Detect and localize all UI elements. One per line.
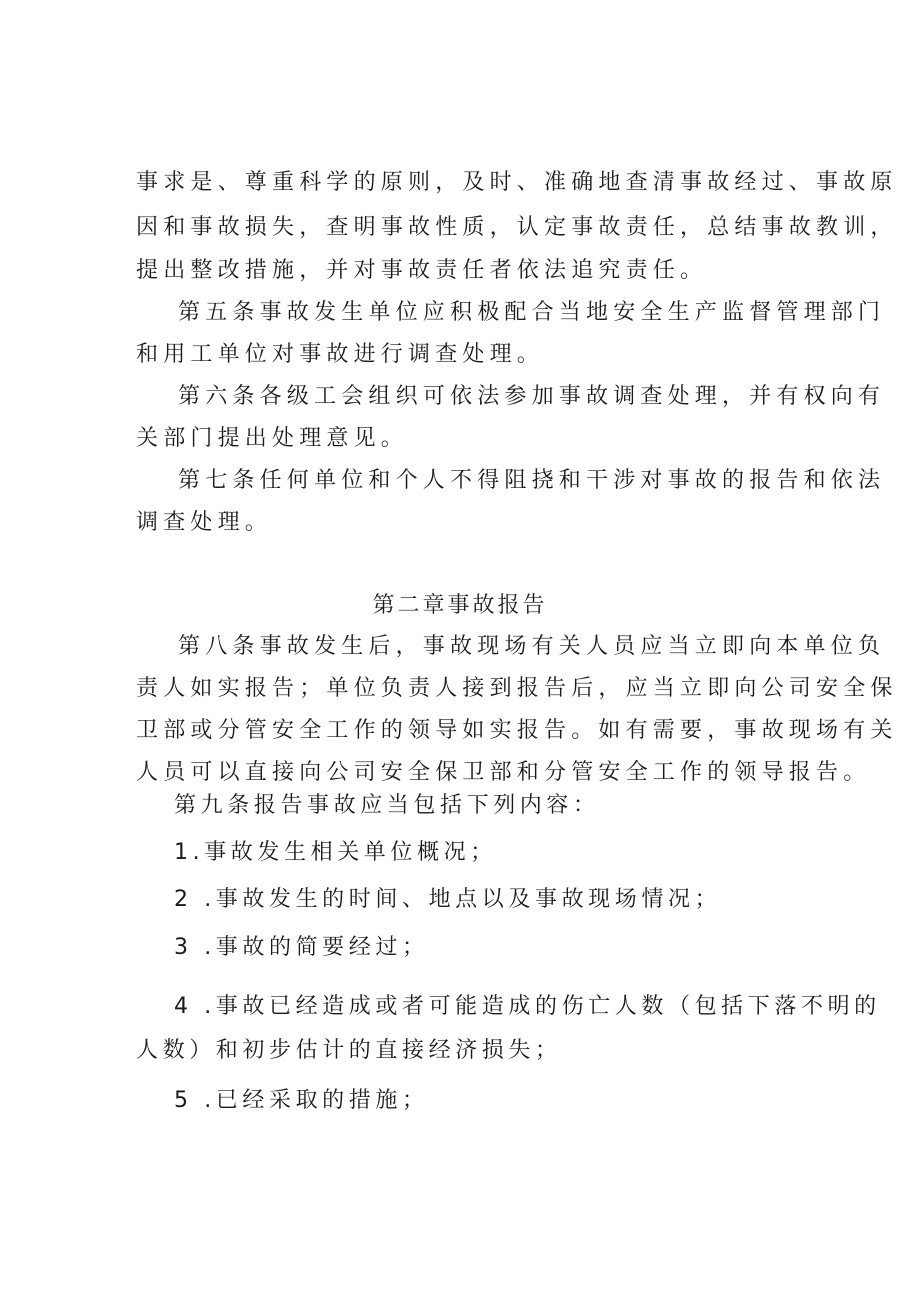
list-item: 2 .事故发生的时间、地点以及事故现场情况； xyxy=(174,887,722,912)
article-7-line: 第七条任何单位和个人不得阻挠和干涉对事故的报告和依法 xyxy=(178,468,886,493)
paragraph-line: 提出整改措施，并对事故责任者依法追究责任。 xyxy=(136,258,708,283)
article-8-line: 卫部或分管安全工作的领导如实报告。如有需要，事故现场有关 xyxy=(136,718,898,743)
article-7-line: 调查处理。 xyxy=(136,510,273,535)
paragraph-line: 因和事故损失，查明事故性质，认定事故责任，总结事故教训， xyxy=(136,215,898,240)
list-item: 1.事故发生相关单位概况； xyxy=(174,840,497,865)
chapter-heading: 第二章事故报告 xyxy=(372,593,548,618)
list-item: 3 .事故的简要经过； xyxy=(174,935,429,960)
article-6-line: 第六条各级工会组织可依法参加事故调查处理，并有权向有 xyxy=(178,384,886,409)
article-9-line: 第九条报告事故应当包括下列内容： xyxy=(174,793,600,818)
article-5-line: 第五条事故发生单位应积极配合当地安全生产监督管理部门 xyxy=(178,300,886,325)
list-item: 5 .已经采取的措施； xyxy=(174,1088,429,1113)
list-item: 4 .事故已经造成或者可能造成的伤亡人数（包括下落不明的 xyxy=(174,994,881,1019)
article-8-line: 责人如实报告；单位负责人接到报告后，应当立即向公司安全保 xyxy=(136,676,898,701)
article-5-line: 和用工单位对事故进行调查处理。 xyxy=(136,342,545,367)
article-8-line: 第八条事故发生后，事故现场有关人员应当立即向本单位负 xyxy=(178,634,886,659)
article-8-line: 人员可以直接向公司安全保卫部和分管安全工作的领导报告。 xyxy=(136,760,871,785)
list-item-continued: 人数）和初步估计的直接经济损失； xyxy=(136,1038,562,1063)
paragraph-line: 事求是、尊重科学的原则，及时、准确地查清事故经过、事故原 xyxy=(136,170,898,195)
article-6-line: 关部门提出处理意见。 xyxy=(136,426,409,451)
